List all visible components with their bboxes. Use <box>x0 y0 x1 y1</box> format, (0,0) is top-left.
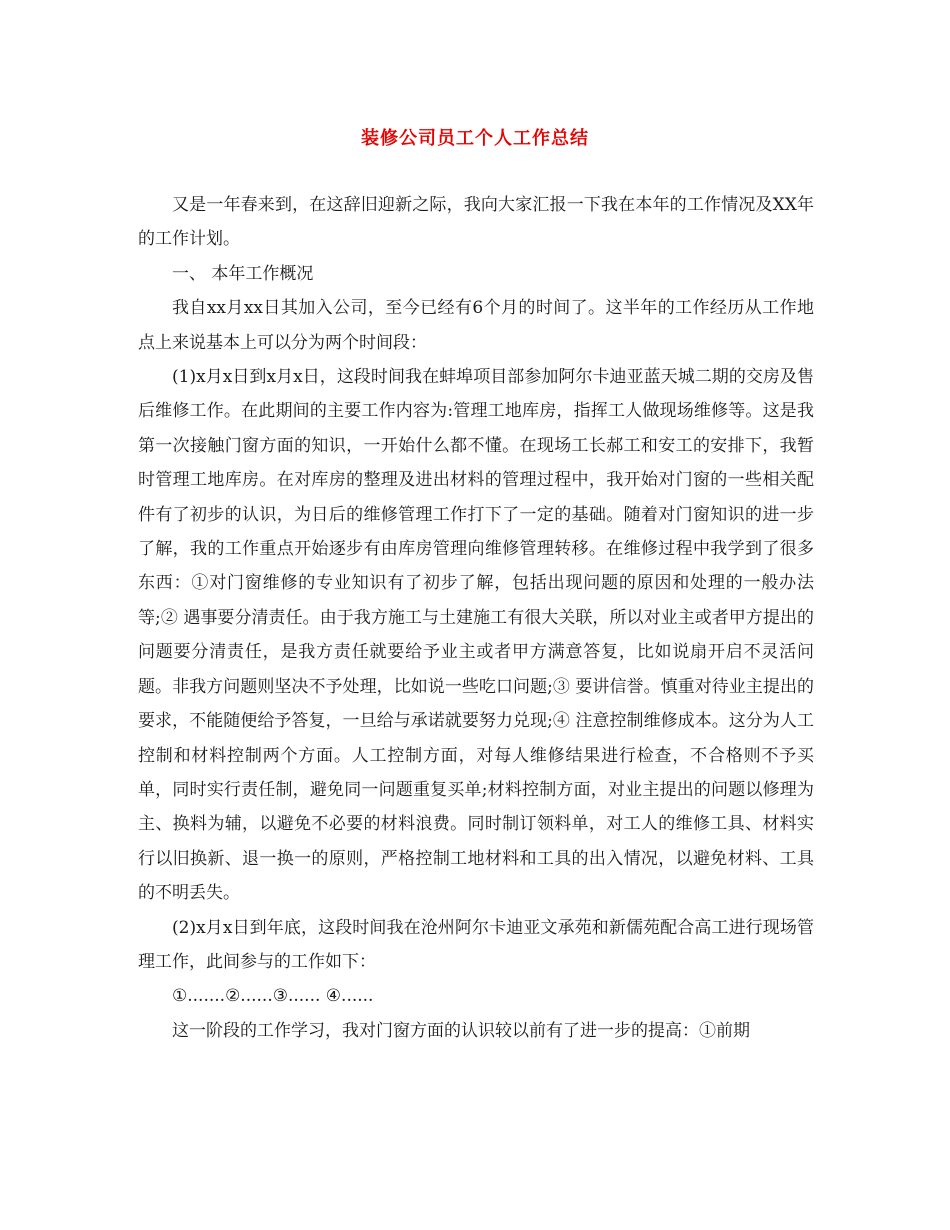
document-title: 装修公司员工个人工作总结 <box>361 128 589 149</box>
paragraph-intro: 又是一年春来到，在这辞旧迎新之际，我向大家汇报一下我在本年的工作情况及XX年的工作计划。 <box>138 195 814 250</box>
paragraph-summary: 这一阶段的工作学习，我对门窗方面的认识较以前有了进一步的提高：①前期 <box>172 1020 750 1041</box>
paragraph-period-2: (2)x月x日到年底，这段时间我在沧州阿尔卡迪亚文承苑和新儒苑配合高工进行现场管理工作，此间参与的工作如下： <box>138 917 814 972</box>
paragraph-list: ①.......②......③...... ④...... <box>172 986 374 1007</box>
paragraph-period-1: (1)x月x日到x月x日，这段时间我在蚌埠项目部参加阿尔卡迪亚蓝天城二期的交房及售后维修工作。在此期间的主要工作内容为:管理工地库房，指挥工人做现场维修等。这是我第一次接触门窗方面的知识，一开始什么都不懂。在现场工长郝工和安工的安排下，我暂时管理工地库房。在对库房的整理及进出材料的管理过程中，我开始对门窗的一些相关配件有了初步的认识，为日后的维修管理工作打下了一定的基础。随着对门窗知识的进一步了解，我的工作重点开始逐步有由库房管理向维修管理转移。在维修过程中我学到了很多东西：①对门窗维修的专业知识有了初步了解，包括出现问题的原因和处理的一般办法等;② 遇事要分清责任。由于我方施工与土建施工有很大关联，所以对业主或者甲方提出的问题要分清责任，是我方责任就要给予业主或者甲方满意答复，比如说扇开启不灵活问题。非我方问题则坚决不予处理，比如说一些吃口问题;③ 要讲信誉。慎重对待业主提出的要求，不能随便给予答复，一旦给与承诺就要努力兑现;④ 注意控制维修成本。这分为人工控制和材料控制两个方面。人工控制方面，对每人维修结果进行检查，不合格则不予买单，同时实行责任制，避免同一问题重复买单;材料控制方面，对业主提出的问题以修理为主、换料为辅，以避免不必要的材料浪费。同时制订领料单，对工人的维修工具、材料实行以旧换新、退一换一的原则，严格控制工地材料和工具的出入情况，以避免材料、工具的不明丢失。 <box>138 367 814 904</box>
section-heading-1: 一、 本年工作概况 <box>172 263 314 284</box>
document-body <box>138 188 814 1048</box>
paragraph-overview: 我自xx月xx日其加入公司，至今已经有6个月的时间了。这半年的工作经历从工作地点上来说基本上可以分为两个时间段： <box>138 298 814 353</box>
